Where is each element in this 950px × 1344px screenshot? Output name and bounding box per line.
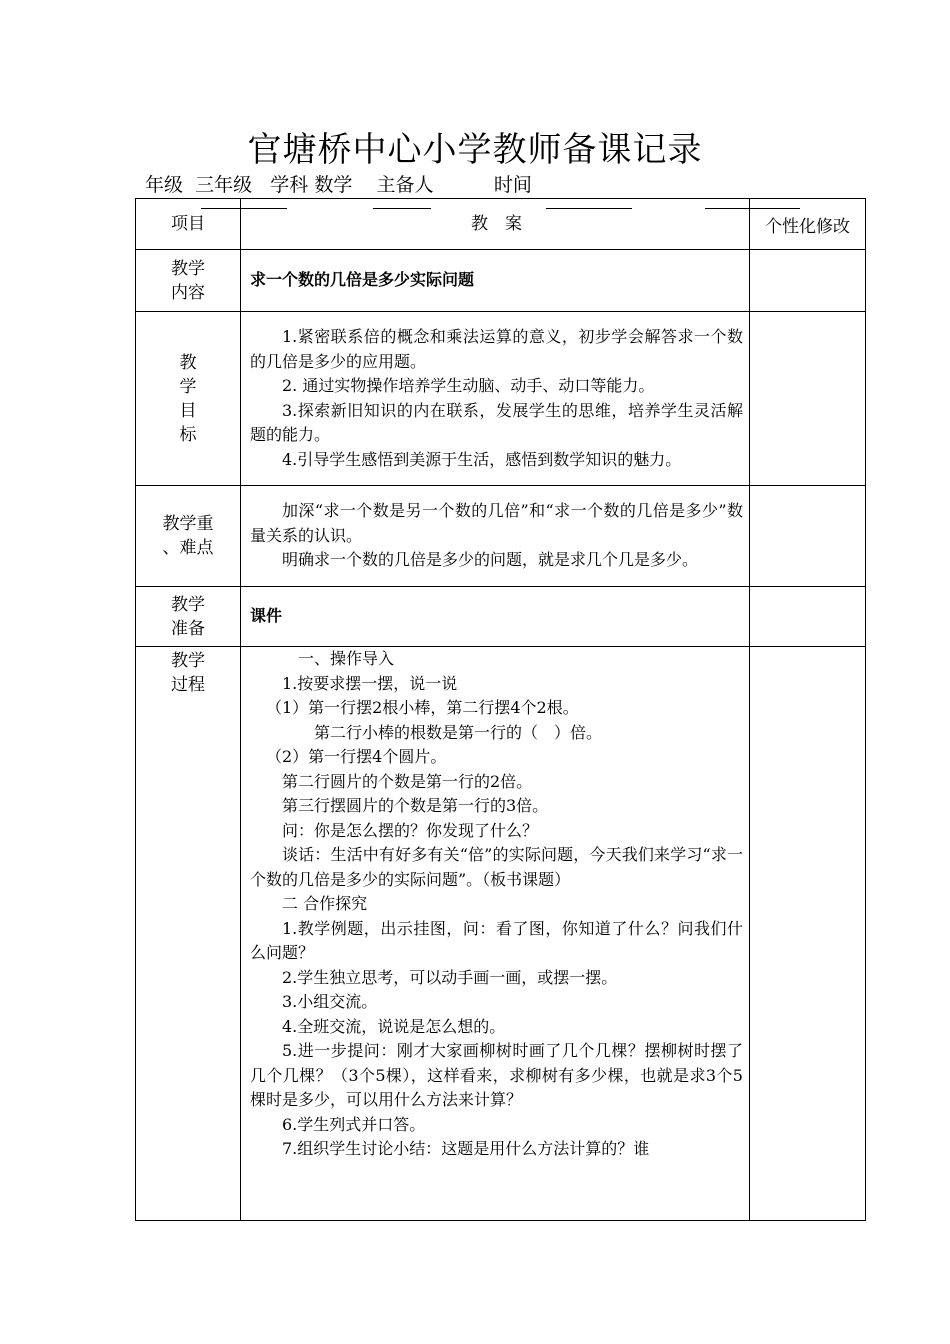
goal-line: 4.引导学生感悟到美源于生活，感悟到数学知识的魅力。 xyxy=(282,449,682,469)
process-line: 第三行摆圆片的个数是第一行的3倍。 xyxy=(282,796,549,815)
subject-value: 数学 xyxy=(314,174,353,196)
key-line: 明确求一个数的几倍是多少的问题，就是求几个几是多少。 xyxy=(282,550,699,570)
subject-label: 学科 xyxy=(270,174,309,196)
key-points-text xyxy=(241,486,750,587)
process-line: 1.按要求摆一摆，说一说 xyxy=(282,673,458,693)
revision-cell[interactable] xyxy=(750,250,866,312)
row-label: 教学 准备 xyxy=(136,587,241,647)
process-line: （2）第一行摆4个圆片。 xyxy=(266,747,447,766)
row-label: 教学重 、难点 xyxy=(136,486,241,587)
preparation-text: 课件 xyxy=(241,587,750,647)
process-line: 二 合作探究 xyxy=(282,894,368,913)
process-line: 1.教学例题，出示挂图，问：看了图，你知道了什么？问我们什么问题？ xyxy=(250,918,743,962)
goals-text xyxy=(241,312,750,486)
header-plan: 教 案 xyxy=(241,199,750,250)
process-line: 第二行小棒的根数是第一行的（ ）倍。 xyxy=(314,722,603,742)
content-text: 求一个数的几倍是多少实际问题 xyxy=(241,250,750,312)
goal-line: 3.探索新旧知识的内在联系，发展学生的思维，培养学生灵活解题的能力。 xyxy=(250,400,743,444)
row-process xyxy=(136,647,866,1221)
process-line: 6.学生列式并口答。 xyxy=(282,1114,426,1134)
header-item: 项目 xyxy=(136,199,241,250)
process-line: 第二行圆片的个数是第一行的2倍。 xyxy=(282,771,533,791)
key-line: 加深“求一个数是另一个数的几倍”和“求一个数的几倍是多少”数量关系的认识。 xyxy=(250,501,743,545)
table-header-row xyxy=(136,199,866,250)
row-goals xyxy=(136,312,866,486)
process-line: 2.学生独立思考，可以动手画一画，或摆一摆。 xyxy=(282,967,618,987)
revision-cell[interactable] xyxy=(750,587,866,647)
time-label: 时间 xyxy=(493,174,532,196)
host-label: 主备人 xyxy=(376,174,434,196)
lesson-plan-table xyxy=(135,198,866,1221)
process-line: 7.组织学生讨论小结：这题是用什么方法计算的？谁 xyxy=(282,1139,650,1158)
goal-line: 2. 通过实物操作培养学生动脑、动手、动口等能力。 xyxy=(282,376,655,395)
row-preparation xyxy=(136,587,866,647)
process-line: （1）第一行摆2根小棒，第二行摆4个2根。 xyxy=(266,698,579,717)
process-line: 3.小组交流。 xyxy=(282,992,378,1011)
page-title: 官塘桥中心小学教师备课记录 xyxy=(247,130,703,170)
row-label: 教学 过程 xyxy=(136,647,241,1221)
meta-line xyxy=(145,172,532,198)
row-key-points xyxy=(136,486,866,587)
process-line: 一、操作导入 xyxy=(298,649,395,668)
process-line: 谈话：生活中有好多有关“倍”的实际问题，今天我们来学习“求一个数的几倍是多少的实际问题”。（板书课题） xyxy=(250,845,743,889)
revision-cell[interactable] xyxy=(750,486,866,587)
process-line: 问：你是怎么摆的？你发现了什么？ xyxy=(282,820,539,840)
row-content xyxy=(136,250,866,312)
revision-cell[interactable] xyxy=(750,312,866,486)
grade-label: 年级 xyxy=(145,174,184,196)
process-line: 4.全班交流，说说是怎么想的。 xyxy=(282,1016,506,1036)
revision-cell[interactable] xyxy=(750,647,866,1221)
row-label: 教 学 目 标 xyxy=(136,312,241,486)
goal-line: 1.紧密联系倍的概念和乘法运算的意义，初步学会解答求一个数的几倍是多少的应用题。 xyxy=(250,327,743,371)
process-line: 5.进一步提问：刚才大家画柳树时画了几个几棵？摆柳树时摆了几个几棵？（3个5棵），这样看来，求柳树有多少棵，也就是求3个5棵时是多少，可以用什么方法来计算？ xyxy=(250,1041,743,1109)
header-revision: 个性化修改 xyxy=(750,199,866,250)
row-label: 教学 内容 xyxy=(136,250,241,312)
grade-value: 三年级 xyxy=(195,174,253,196)
process-text xyxy=(241,647,750,1221)
